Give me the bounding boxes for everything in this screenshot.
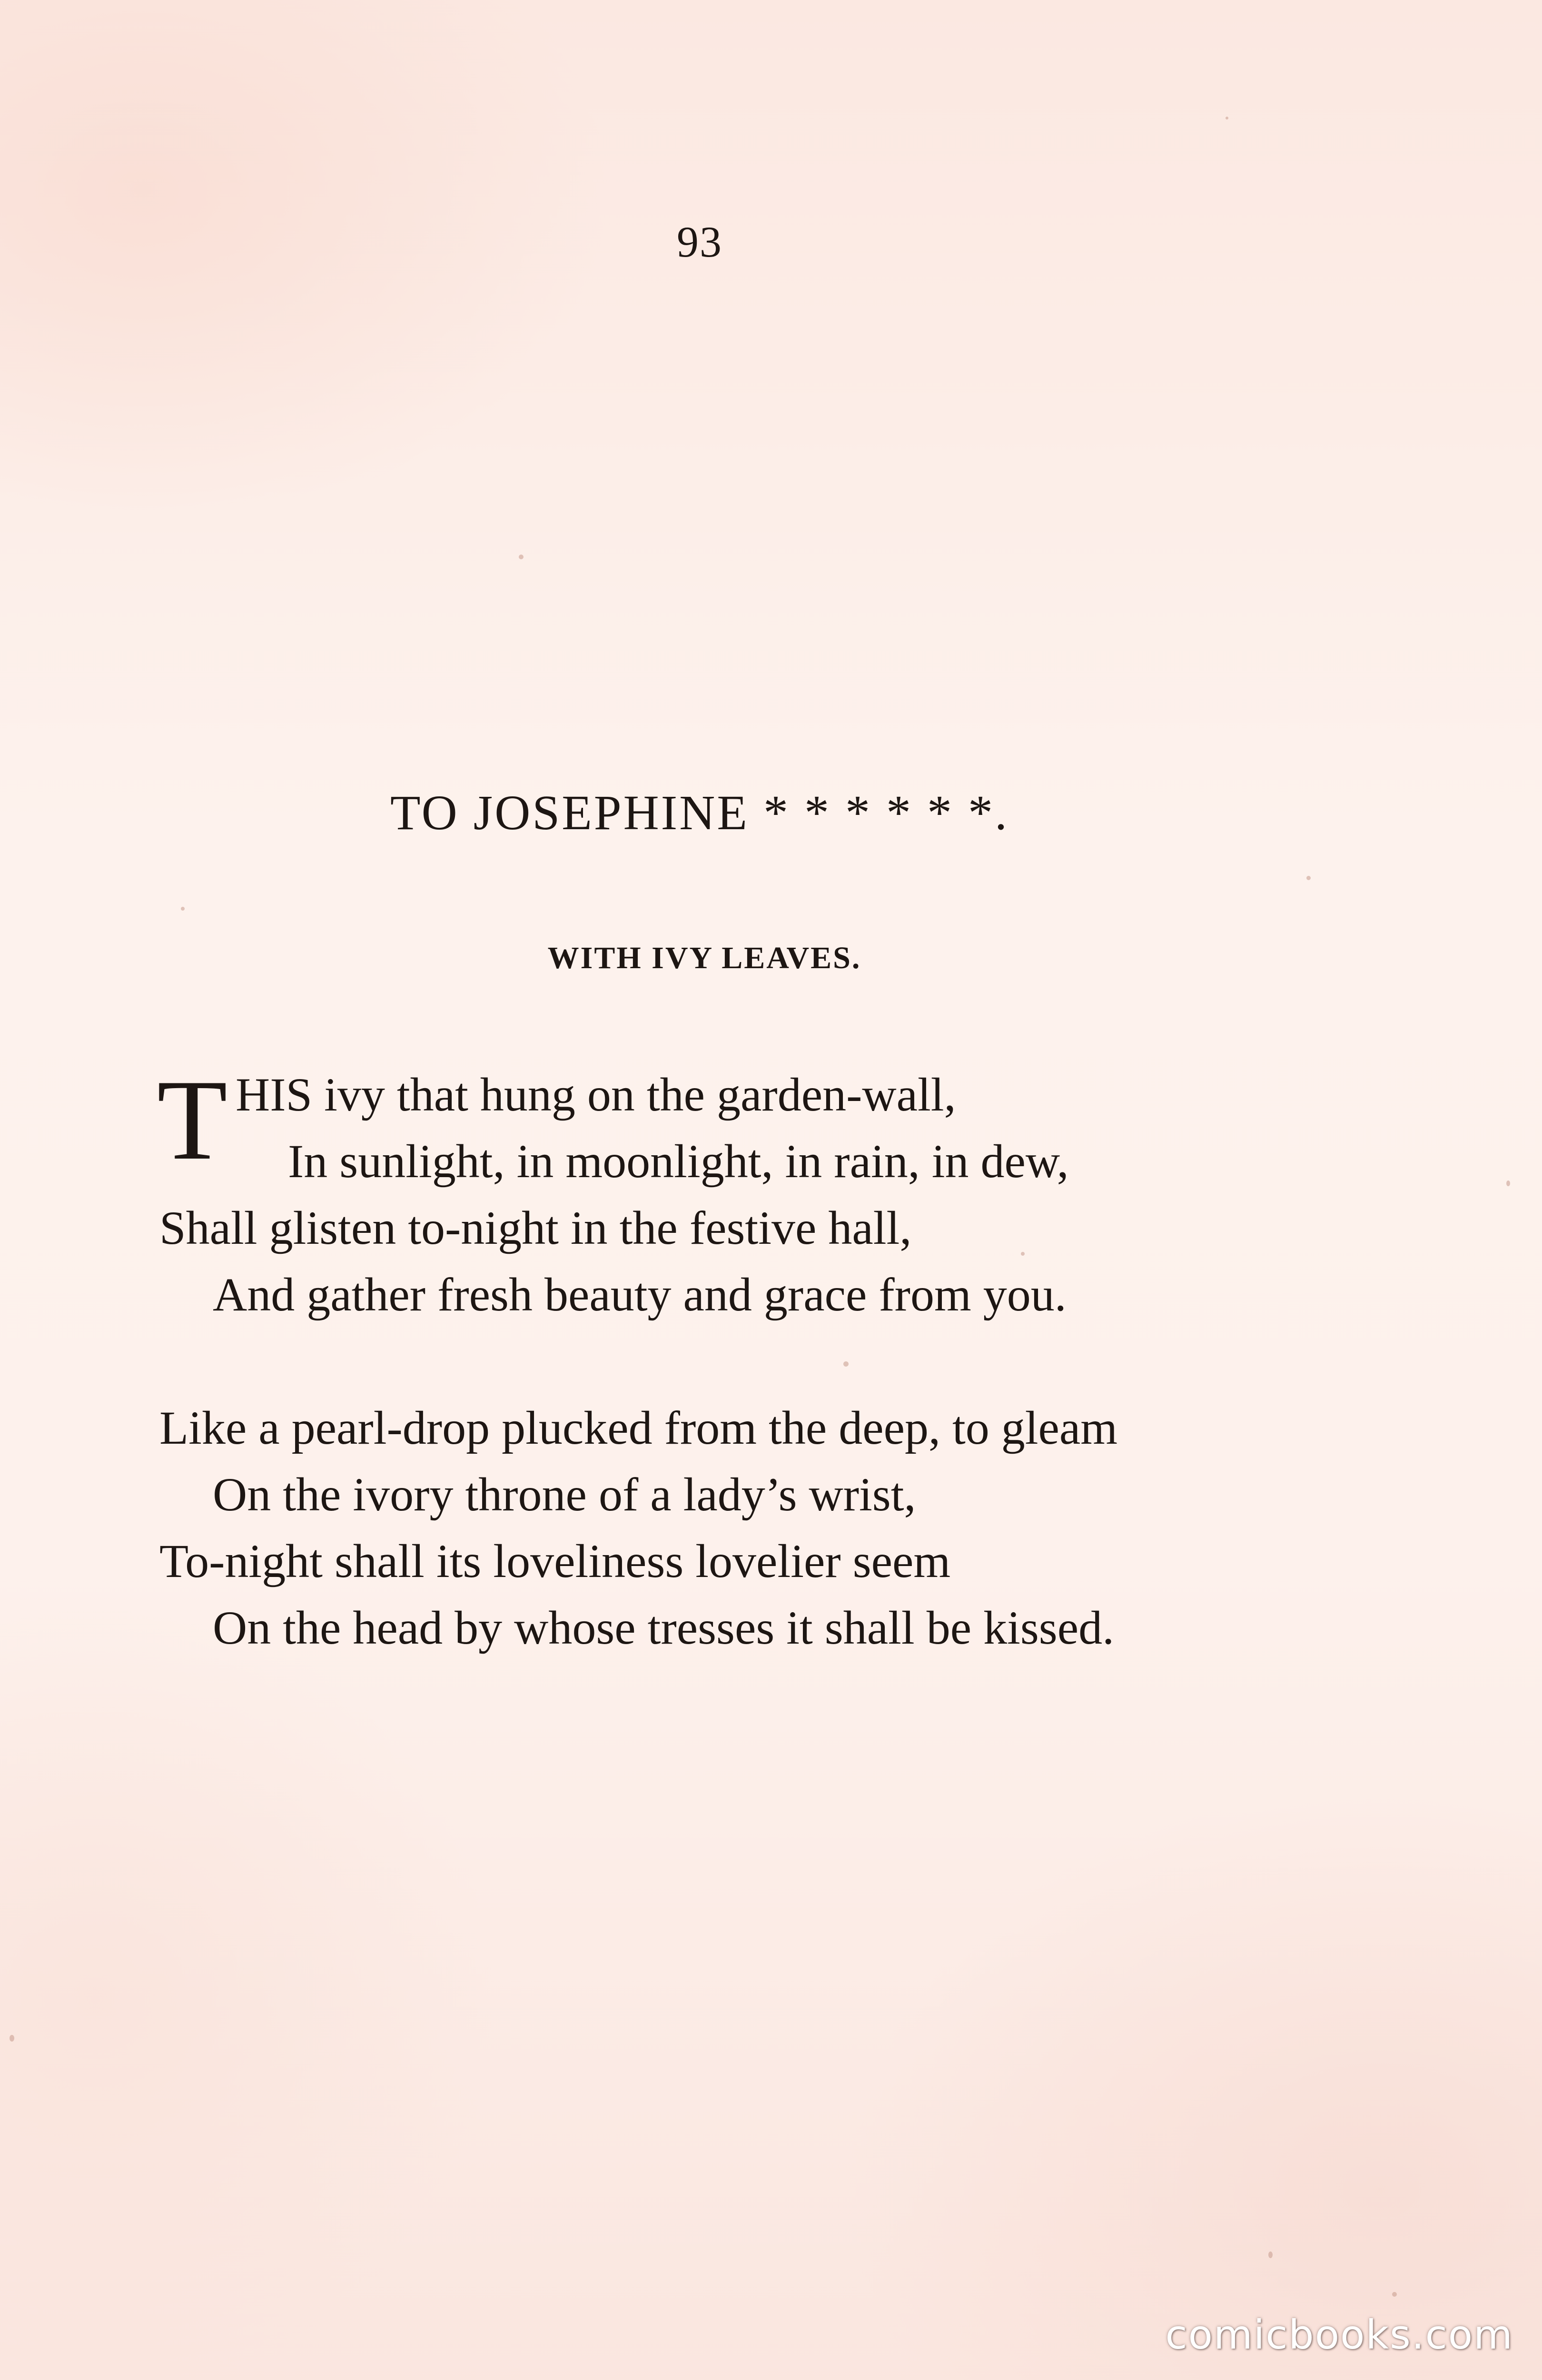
poem-line: Shall glisten to-night in the festive hall, [159,1201,912,1254]
drop-cap: T [157,1056,227,1184]
poem-line: To-night shall its loveliness lovelier seem [159,1535,951,1587]
poem-title: TO JOSEPHINE * * * * * *. [390,785,1009,840]
poem-line: In sunlight, in moonlight, in rain, in dew, [288,1135,1069,1188]
poem-line: On the head by whose tresses it shall be kissed. [213,1601,1115,1654]
first-line-text: HIS ivy that hung on the garden-wall, [236,1068,956,1121]
page-number: 93 [677,218,722,266]
poem-line: And gather fresh beauty and grace from you. [213,1268,1067,1321]
poem-line: Like a pearl-drop plucked from the deep, to gleam [159,1401,1118,1454]
poem-subtitle: WITH IVY LEAVES. [547,941,861,975]
stanza-1 [157,1056,1302,1328]
watermark: comicbooks.com [1165,2311,1513,2358]
poem-body [157,1056,1302,1728]
stanza-2 [159,1395,1302,1661]
poem-line: On the ivory throne of a lady’s wrist, [213,1468,916,1521]
